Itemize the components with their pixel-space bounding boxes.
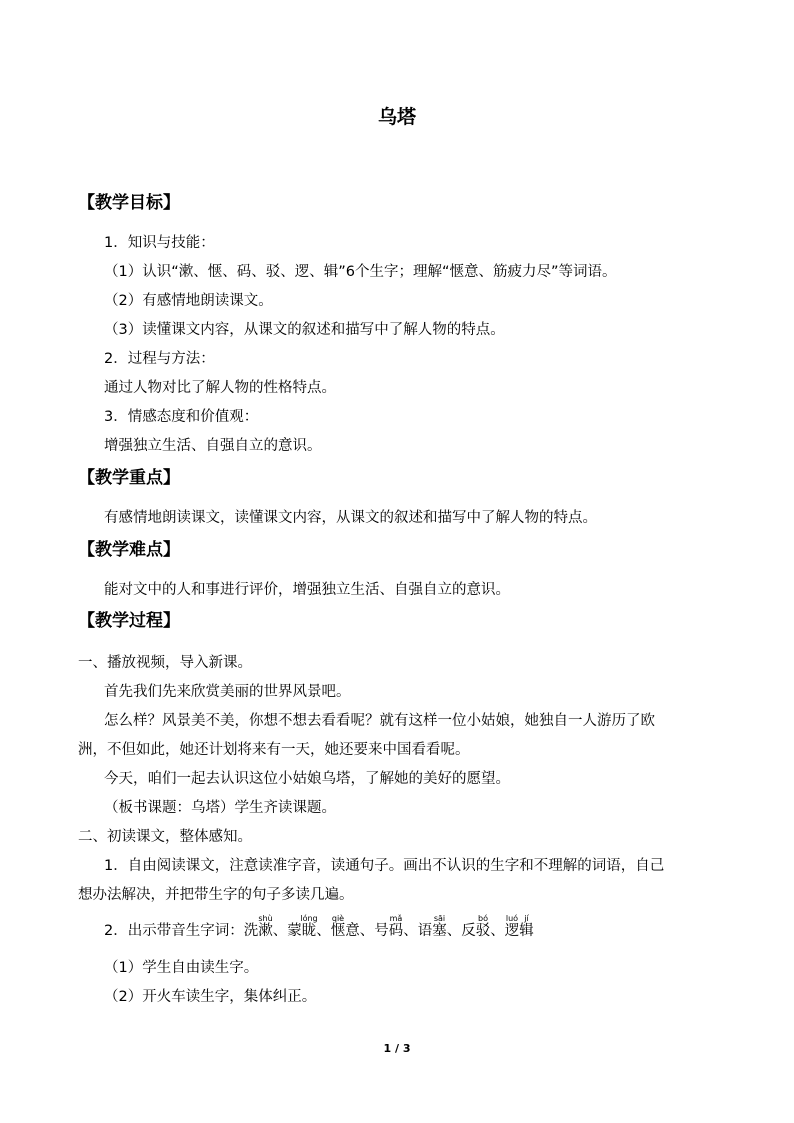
word-text: 蒙: [287, 923, 302, 939]
word-separator: 、: [316, 923, 331, 939]
page-title: 乌塔: [377, 106, 416, 128]
paragraph: 今天，咱们一起去认识这位小姑娘乌塔，了解她的美好的愿望。: [104, 771, 510, 787]
pinyin-char: 漱shù: [258, 914, 273, 939]
paragraph: 1．自由阅读课文，注意读准字音，读通句子。画出不认识的生字和不理解的词语，自己: [104, 858, 665, 874]
pinyin-char: 辑jí: [519, 914, 534, 939]
word-separator: 、: [446, 923, 462, 939]
page-number: 1 / 3: [383, 1042, 411, 1055]
heading-teaching-goals: 【教学目标】: [78, 193, 180, 213]
paragraph-continued: 洲，不但如此，她还计划将来有一天，她还要来中国看看呢。: [78, 742, 470, 758]
pinyin-char: 眬lóng: [300, 914, 318, 939]
goal-3: 3．情感态度和价值观：: [104, 409, 259, 425]
word-text: 洗: [243, 923, 259, 939]
goal-1-item-2: （2）有感情地朗读课文。: [104, 293, 273, 309]
goal-2-text: 通过人物对比了解人物的性格特点。: [104, 380, 336, 396]
paragraph: 首先我们先来欣赏美丽的世界风景吧。: [104, 684, 351, 700]
goal-3-text: 增强独立生活、自强自立的意识。: [104, 438, 322, 454]
paragraph: 怎么样？风景美不美，你想不想去看看呢？就有这样一位小姑娘，她独自一人游历了欧: [104, 713, 655, 729]
goal-1-item-3: （3）读懂课文内容，从课文的叙述和描写中了解人物的特点。: [104, 322, 505, 338]
goal-1: 1．知识与技能：: [104, 235, 215, 251]
word-separator: 、: [403, 923, 418, 939]
pinyin-char: 惬qiè: [330, 914, 346, 939]
heading-key-points: 【教学重点】: [78, 468, 180, 488]
difficulties-text: 能对文中的人和事进行评价，增强独立生活、自强自立的意识。: [104, 582, 510, 598]
paragraph: （2）开火车读生字，集体纠正。: [104, 989, 317, 1005]
pinyin-char: 逻luó: [504, 914, 520, 939]
pinyin-char: 驳bó: [475, 914, 491, 939]
section-1-title: 一、播放视频，导入新课。: [78, 655, 252, 671]
word-separator: 、: [490, 923, 505, 939]
goal-1-item-1: （1）认识“漱、惬、码、驳、逻、辑”6个生字；理解“惬意、筋疲力尽”等词语。: [104, 264, 617, 280]
heading-difficulties: 【教学难点】: [78, 540, 180, 560]
pinyin-words-line: [104, 914, 534, 941]
paragraph: （板书课题：乌塔）学生齐读课题。: [104, 800, 336, 816]
word-text: 意、: [345, 923, 375, 939]
word-text: 反: [461, 923, 476, 939]
words-prefix: 2．出示带音生字词：: [104, 923, 244, 939]
word-text: 号: [374, 923, 389, 939]
section-2-title: 二、初读课文，整体感知。: [78, 829, 252, 845]
pinyin-char: 码mǎ: [388, 914, 404, 939]
goal-2: 2．过程与方法：: [104, 351, 215, 367]
key-points-text: 有感情地朗读课文，读懂课文内容，从课文的叙述和描写中了解人物的特点。: [104, 510, 597, 526]
word-text: 语: [417, 923, 433, 939]
paragraph: （1）学生自由读生字。: [104, 960, 259, 976]
word-separator: 、: [272, 923, 288, 939]
pinyin-char: 塞sāi: [432, 914, 447, 939]
paragraph-continued: 想办法解决，并把带生字的句子多读几遍。: [78, 887, 354, 903]
heading-teaching-process: 【教学过程】: [78, 611, 180, 631]
